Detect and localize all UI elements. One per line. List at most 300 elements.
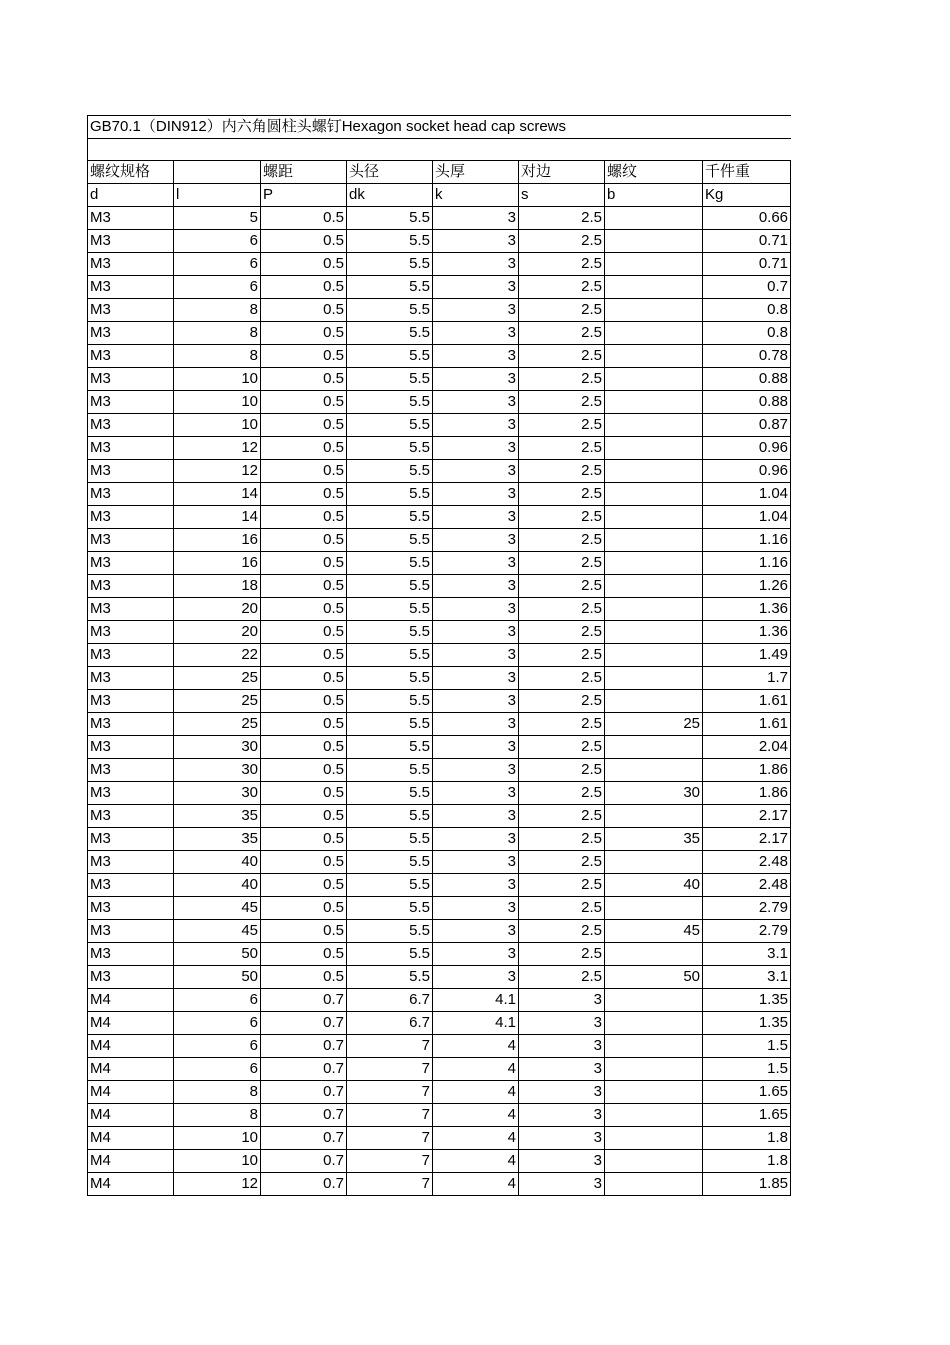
table-cell[interactable]: M3 bbox=[88, 368, 174, 391]
table-cell[interactable]: M3 bbox=[88, 575, 174, 598]
table-cell[interactable] bbox=[605, 207, 703, 230]
table-cell[interactable] bbox=[605, 276, 703, 299]
table-cell[interactable]: 6 bbox=[174, 276, 261, 299]
table-cell[interactable]: 0.5 bbox=[261, 552, 347, 575]
table-cell[interactable]: 0.5 bbox=[261, 920, 347, 943]
table-cell[interactable]: 3 bbox=[433, 897, 519, 920]
table-cell[interactable]: 5.5 bbox=[347, 552, 433, 575]
table-cell[interactable]: 2.5 bbox=[519, 897, 605, 920]
table-cell[interactable]: 5.5 bbox=[347, 598, 433, 621]
table-cell[interactable] bbox=[605, 460, 703, 483]
header-cn-cell[interactable]: 头厚 bbox=[433, 161, 519, 184]
table-cell[interactable]: M3 bbox=[88, 690, 174, 713]
table-cell[interactable] bbox=[605, 897, 703, 920]
table-cell[interactable]: 3 bbox=[433, 460, 519, 483]
table-cell[interactable]: 22 bbox=[174, 644, 261, 667]
table-cell[interactable] bbox=[605, 989, 703, 1012]
table-cell[interactable]: 30 bbox=[174, 782, 261, 805]
table-cell[interactable]: 1.8 bbox=[703, 1127, 791, 1150]
table-cell[interactable]: 0.5 bbox=[261, 575, 347, 598]
table-cell[interactable]: 5.5 bbox=[347, 897, 433, 920]
table-cell[interactable]: 3 bbox=[519, 1058, 605, 1081]
table-cell[interactable]: 1.36 bbox=[703, 598, 791, 621]
table-cell[interactable] bbox=[605, 805, 703, 828]
table-cell[interactable]: 6 bbox=[174, 1035, 261, 1058]
table-cell[interactable]: 5.5 bbox=[347, 575, 433, 598]
table-cell[interactable]: 1.5 bbox=[703, 1058, 791, 1081]
table-cell[interactable] bbox=[605, 667, 703, 690]
table-cell[interactable]: 5 bbox=[174, 207, 261, 230]
table-cell[interactable]: 3 bbox=[433, 851, 519, 874]
table-cell[interactable] bbox=[605, 1012, 703, 1035]
table-cell[interactable]: 45 bbox=[174, 920, 261, 943]
table-cell[interactable]: 1.61 bbox=[703, 690, 791, 713]
table-cell[interactable] bbox=[605, 506, 703, 529]
table-cell[interactable]: M3 bbox=[88, 966, 174, 989]
table-cell[interactable]: 0.5 bbox=[261, 759, 347, 782]
table-cell[interactable] bbox=[605, 690, 703, 713]
table-cell[interactable]: 14 bbox=[174, 483, 261, 506]
table-cell[interactable]: 8 bbox=[174, 299, 261, 322]
table-cell[interactable]: 3 bbox=[433, 805, 519, 828]
table-cell[interactable]: 2.48 bbox=[703, 851, 791, 874]
table-cell[interactable]: 2.5 bbox=[519, 713, 605, 736]
table-cell[interactable]: 0.5 bbox=[261, 897, 347, 920]
table-cell[interactable]: 0.7 bbox=[261, 1173, 347, 1196]
table-cell[interactable]: 5.5 bbox=[347, 759, 433, 782]
table-cell[interactable]: 7 bbox=[347, 1104, 433, 1127]
table-cell[interactable]: 18 bbox=[174, 575, 261, 598]
table-cell[interactable]: 3 bbox=[433, 966, 519, 989]
table-cell[interactable]: 3 bbox=[433, 690, 519, 713]
table-cell[interactable]: 5.5 bbox=[347, 713, 433, 736]
table-cell[interactable]: 5.5 bbox=[347, 299, 433, 322]
table-cell[interactable]: 5.5 bbox=[347, 276, 433, 299]
table-cell[interactable]: 7 bbox=[347, 1173, 433, 1196]
table-cell[interactable]: M3 bbox=[88, 253, 174, 276]
table-cell[interactable]: 3 bbox=[433, 667, 519, 690]
table-cell[interactable]: 0.5 bbox=[261, 460, 347, 483]
table-cell[interactable]: 5.5 bbox=[347, 920, 433, 943]
table-cell[interactable]: 3 bbox=[433, 644, 519, 667]
table-cell[interactable]: 1.8 bbox=[703, 1150, 791, 1173]
table-cell[interactable] bbox=[605, 368, 703, 391]
table-cell[interactable]: 0.7 bbox=[261, 1127, 347, 1150]
table-cell[interactable]: 35 bbox=[174, 828, 261, 851]
table-cell[interactable] bbox=[605, 575, 703, 598]
table-cell[interactable]: 5.5 bbox=[347, 690, 433, 713]
table-cell[interactable]: 0.5 bbox=[261, 644, 347, 667]
table-cell[interactable]: 16 bbox=[174, 529, 261, 552]
table-cell[interactable]: 0.5 bbox=[261, 828, 347, 851]
table-cell[interactable]: 4 bbox=[433, 1104, 519, 1127]
table-cell[interactable]: M4 bbox=[88, 1081, 174, 1104]
table-cell[interactable]: 3 bbox=[433, 943, 519, 966]
table-cell[interactable]: 2.5 bbox=[519, 230, 605, 253]
table-cell[interactable]: 0.71 bbox=[703, 230, 791, 253]
table-cell[interactable]: M3 bbox=[88, 207, 174, 230]
header-cn-cell[interactable]: 对边 bbox=[519, 161, 605, 184]
header-cn-cell[interactable]: 螺距 bbox=[261, 161, 347, 184]
table-cell[interactable]: 0.5 bbox=[261, 207, 347, 230]
table-cell[interactable]: 4 bbox=[433, 1081, 519, 1104]
table-cell[interactable]: M3 bbox=[88, 667, 174, 690]
table-cell[interactable]: 0.8 bbox=[703, 322, 791, 345]
table-cell[interactable]: 2.5 bbox=[519, 322, 605, 345]
table-cell[interactable] bbox=[605, 552, 703, 575]
table-cell[interactable]: 3 bbox=[433, 345, 519, 368]
table-cell[interactable]: 5.5 bbox=[347, 805, 433, 828]
table-cell[interactable]: 1.36 bbox=[703, 621, 791, 644]
table-cell[interactable]: M4 bbox=[88, 1104, 174, 1127]
table-cell[interactable]: 10 bbox=[174, 414, 261, 437]
table-cell[interactable]: 0.5 bbox=[261, 529, 347, 552]
table-cell[interactable]: 5.5 bbox=[347, 437, 433, 460]
header-cn-cell[interactable] bbox=[174, 161, 261, 184]
table-cell[interactable]: 0.5 bbox=[261, 276, 347, 299]
table-cell[interactable] bbox=[605, 391, 703, 414]
table-cell[interactable]: 1.35 bbox=[703, 1012, 791, 1035]
table-cell[interactable]: 2.5 bbox=[519, 391, 605, 414]
table-cell[interactable]: 0.5 bbox=[261, 391, 347, 414]
table-cell[interactable]: 3 bbox=[433, 322, 519, 345]
table-cell[interactable]: M3 bbox=[88, 414, 174, 437]
table-cell[interactable]: M3 bbox=[88, 345, 174, 368]
table-cell[interactable]: 5.5 bbox=[347, 966, 433, 989]
table-cell[interactable]: 0.87 bbox=[703, 414, 791, 437]
table-cell[interactable]: 3 bbox=[433, 414, 519, 437]
table-cell[interactable]: 2.5 bbox=[519, 851, 605, 874]
table-cell[interactable]: 2.5 bbox=[519, 437, 605, 460]
table-cell[interactable]: 1.85 bbox=[703, 1173, 791, 1196]
table-cell[interactable]: 3 bbox=[433, 299, 519, 322]
table-cell[interactable]: 30 bbox=[174, 759, 261, 782]
table-cell[interactable]: 1.35 bbox=[703, 989, 791, 1012]
table-cell[interactable]: 0.71 bbox=[703, 253, 791, 276]
table-cell[interactable]: M3 bbox=[88, 391, 174, 414]
table-cell[interactable]: 3 bbox=[433, 506, 519, 529]
table-cell[interactable]: 6 bbox=[174, 230, 261, 253]
table-cell[interactable]: 1.16 bbox=[703, 552, 791, 575]
table-cell[interactable]: 0.5 bbox=[261, 414, 347, 437]
table-cell[interactable]: 2.04 bbox=[703, 736, 791, 759]
table-cell[interactable]: M4 bbox=[88, 1012, 174, 1035]
table-cell[interactable]: 0.96 bbox=[703, 437, 791, 460]
table-cell[interactable]: 10 bbox=[174, 1127, 261, 1150]
table-cell[interactable]: 20 bbox=[174, 621, 261, 644]
table-cell[interactable]: 5.5 bbox=[347, 943, 433, 966]
table-cell[interactable]: 2.5 bbox=[519, 966, 605, 989]
table-cell[interactable] bbox=[605, 1173, 703, 1196]
table-cell[interactable]: 1.86 bbox=[703, 782, 791, 805]
table-cell[interactable]: 4 bbox=[433, 1058, 519, 1081]
table-cell[interactable]: 3 bbox=[433, 920, 519, 943]
table-cell[interactable]: 3 bbox=[433, 437, 519, 460]
table-cell[interactable]: 0.5 bbox=[261, 230, 347, 253]
table-cell[interactable]: 3 bbox=[433, 575, 519, 598]
header-symbol-cell[interactable]: b bbox=[605, 184, 703, 207]
table-cell[interactable]: M3 bbox=[88, 897, 174, 920]
table-cell[interactable]: M3 bbox=[88, 713, 174, 736]
table-cell[interactable]: M4 bbox=[88, 1035, 174, 1058]
table-cell[interactable]: 2.5 bbox=[519, 736, 605, 759]
table-cell[interactable]: M3 bbox=[88, 644, 174, 667]
table-cell[interactable]: 1.26 bbox=[703, 575, 791, 598]
table-cell[interactable]: 3 bbox=[433, 598, 519, 621]
blank-cell[interactable] bbox=[88, 139, 791, 161]
table-cell[interactable]: 6 bbox=[174, 253, 261, 276]
table-cell[interactable]: 2.5 bbox=[519, 943, 605, 966]
table-cell[interactable]: 2.5 bbox=[519, 805, 605, 828]
table-cell[interactable]: 0.5 bbox=[261, 851, 347, 874]
table-cell[interactable]: 3 bbox=[519, 1081, 605, 1104]
table-cell[interactable]: 0.7 bbox=[261, 1104, 347, 1127]
table-cell[interactable]: 5.5 bbox=[347, 621, 433, 644]
table-cell[interactable]: 8 bbox=[174, 345, 261, 368]
table-cell[interactable]: 0.7 bbox=[703, 276, 791, 299]
table-cell[interactable]: 6.7 bbox=[347, 989, 433, 1012]
table-cell[interactable]: 0.88 bbox=[703, 391, 791, 414]
table-cell[interactable]: 3 bbox=[433, 828, 519, 851]
table-cell[interactable]: 3 bbox=[433, 230, 519, 253]
table-cell[interactable]: 25 bbox=[174, 690, 261, 713]
table-cell[interactable]: 3 bbox=[519, 1035, 605, 1058]
table-cell[interactable]: 0.5 bbox=[261, 805, 347, 828]
table-cell[interactable]: 3 bbox=[519, 1012, 605, 1035]
table-cell[interactable]: M3 bbox=[88, 437, 174, 460]
table-cell[interactable]: 1.49 bbox=[703, 644, 791, 667]
table-cell[interactable]: 3 bbox=[433, 736, 519, 759]
table-cell[interactable]: 2.5 bbox=[519, 414, 605, 437]
table-cell[interactable]: 1.61 bbox=[703, 713, 791, 736]
table-cell[interactable]: 7 bbox=[347, 1150, 433, 1173]
table-cell[interactable]: 0.5 bbox=[261, 506, 347, 529]
table-cell[interactable] bbox=[605, 1127, 703, 1150]
table-cell[interactable]: 5.5 bbox=[347, 874, 433, 897]
header-symbol-cell[interactable]: dk bbox=[347, 184, 433, 207]
table-cell[interactable]: M4 bbox=[88, 1173, 174, 1196]
table-cell[interactable]: 2.5 bbox=[519, 667, 605, 690]
table-cell[interactable] bbox=[605, 1058, 703, 1081]
table-cell[interactable]: 5.5 bbox=[347, 529, 433, 552]
table-cell[interactable]: 10 bbox=[174, 1150, 261, 1173]
header-symbol-cell[interactable]: k bbox=[433, 184, 519, 207]
table-cell[interactable]: M4 bbox=[88, 989, 174, 1012]
table-cell[interactable]: 2.5 bbox=[519, 575, 605, 598]
table-cell[interactable]: 0.66 bbox=[703, 207, 791, 230]
table-cell[interactable]: 14 bbox=[174, 506, 261, 529]
table-cell[interactable]: 5.5 bbox=[347, 828, 433, 851]
table-cell[interactable] bbox=[605, 1081, 703, 1104]
table-cell[interactable]: 2.5 bbox=[519, 368, 605, 391]
table-cell[interactable]: M3 bbox=[88, 920, 174, 943]
table-cell[interactable]: 1.65 bbox=[703, 1104, 791, 1127]
table-cell[interactable] bbox=[605, 1150, 703, 1173]
table-cell[interactable]: 5.5 bbox=[347, 368, 433, 391]
table-cell[interactable]: 2.5 bbox=[519, 345, 605, 368]
table-cell[interactable]: M3 bbox=[88, 598, 174, 621]
table-cell[interactable]: M3 bbox=[88, 759, 174, 782]
table-cell[interactable]: 2.5 bbox=[519, 621, 605, 644]
table-cell[interactable]: M3 bbox=[88, 483, 174, 506]
table-cell[interactable]: 7 bbox=[347, 1035, 433, 1058]
table-cell[interactable]: 5.5 bbox=[347, 345, 433, 368]
table-cell[interactable]: 0.5 bbox=[261, 299, 347, 322]
table-cell[interactable]: M3 bbox=[88, 736, 174, 759]
table-cell[interactable]: 8 bbox=[174, 1081, 261, 1104]
table-cell[interactable]: 30 bbox=[174, 736, 261, 759]
table-cell[interactable]: 0.5 bbox=[261, 782, 347, 805]
table-cell[interactable]: 5.5 bbox=[347, 851, 433, 874]
table-cell[interactable]: 0.78 bbox=[703, 345, 791, 368]
table-cell[interactable]: 0.5 bbox=[261, 690, 347, 713]
table-cell[interactable]: 40 bbox=[174, 874, 261, 897]
table-cell[interactable]: 2.79 bbox=[703, 920, 791, 943]
table-cell[interactable]: 0.7 bbox=[261, 1012, 347, 1035]
table-cell[interactable]: 4.1 bbox=[433, 1012, 519, 1035]
table-cell[interactable]: 0.7 bbox=[261, 1150, 347, 1173]
table-cell[interactable]: 5.5 bbox=[347, 207, 433, 230]
table-cell[interactable]: M4 bbox=[88, 1058, 174, 1081]
table-cell[interactable]: 50 bbox=[174, 943, 261, 966]
table-cell[interactable]: 5.5 bbox=[347, 506, 433, 529]
table-cell[interactable]: 6 bbox=[174, 989, 261, 1012]
header-symbol-cell[interactable]: P bbox=[261, 184, 347, 207]
table-cell[interactable]: 0.5 bbox=[261, 345, 347, 368]
table-cell[interactable]: 3 bbox=[433, 782, 519, 805]
table-cell[interactable]: 16 bbox=[174, 552, 261, 575]
table-cell[interactable]: 3 bbox=[519, 1127, 605, 1150]
table-cell[interactable]: 4 bbox=[433, 1035, 519, 1058]
table-cell[interactable]: 7 bbox=[347, 1081, 433, 1104]
table-cell[interactable]: 1.86 bbox=[703, 759, 791, 782]
table-cell[interactable]: 3 bbox=[433, 253, 519, 276]
table-cell[interactable]: 2.17 bbox=[703, 805, 791, 828]
table-cell[interactable] bbox=[605, 483, 703, 506]
table-cell[interactable] bbox=[605, 759, 703, 782]
table-cell[interactable]: M3 bbox=[88, 552, 174, 575]
table-cell[interactable]: 0.7 bbox=[261, 1081, 347, 1104]
table-cell[interactable]: 0.7 bbox=[261, 1035, 347, 1058]
table-cell[interactable]: 35 bbox=[605, 828, 703, 851]
header-symbol-cell[interactable]: Kg bbox=[703, 184, 791, 207]
table-cell[interactable] bbox=[605, 851, 703, 874]
table-cell[interactable]: 3 bbox=[519, 1104, 605, 1127]
table-cell[interactable] bbox=[605, 1035, 703, 1058]
table-cell[interactable] bbox=[605, 644, 703, 667]
table-cell[interactable]: 0.5 bbox=[261, 943, 347, 966]
table-cell[interactable] bbox=[605, 299, 703, 322]
table-cell[interactable]: 2.5 bbox=[519, 207, 605, 230]
table-cell[interactable]: 1.5 bbox=[703, 1035, 791, 1058]
table-cell[interactable]: 45 bbox=[605, 920, 703, 943]
table-cell[interactable]: 8 bbox=[174, 322, 261, 345]
table-cell[interactable]: 6 bbox=[174, 1058, 261, 1081]
table-cell[interactable]: 0.5 bbox=[261, 368, 347, 391]
table-cell[interactable]: 5.5 bbox=[347, 322, 433, 345]
table-cell[interactable]: 6.7 bbox=[347, 1012, 433, 1035]
table-cell[interactable]: M3 bbox=[88, 299, 174, 322]
table-cell[interactable]: 1.7 bbox=[703, 667, 791, 690]
table-cell[interactable]: 7 bbox=[347, 1127, 433, 1150]
table-cell[interactable] bbox=[605, 736, 703, 759]
table-cell[interactable]: 0.5 bbox=[261, 598, 347, 621]
header-cn-cell[interactable]: 千件重 bbox=[703, 161, 791, 184]
table-cell[interactable]: 35 bbox=[174, 805, 261, 828]
table-cell[interactable]: 3 bbox=[433, 874, 519, 897]
table-cell[interactable]: 12 bbox=[174, 437, 261, 460]
header-cn-cell[interactable]: 螺纹 bbox=[605, 161, 703, 184]
table-cell[interactable]: 2.5 bbox=[519, 460, 605, 483]
table-cell[interactable] bbox=[605, 437, 703, 460]
table-cell[interactable]: 5.5 bbox=[347, 483, 433, 506]
table-cell[interactable]: 25 bbox=[605, 713, 703, 736]
table-cell[interactable]: M3 bbox=[88, 322, 174, 345]
table-cell[interactable]: 2.5 bbox=[519, 644, 605, 667]
table-cell[interactable]: M3 bbox=[88, 805, 174, 828]
header-symbol-cell[interactable]: l bbox=[174, 184, 261, 207]
table-cell[interactable]: 1.04 bbox=[703, 506, 791, 529]
table-cell[interactable]: 4 bbox=[433, 1127, 519, 1150]
table-cell[interactable]: 2.5 bbox=[519, 598, 605, 621]
table-cell[interactable]: 0.5 bbox=[261, 874, 347, 897]
table-cell[interactable]: 2.5 bbox=[519, 276, 605, 299]
table-cell[interactable]: 4 bbox=[433, 1150, 519, 1173]
table-cell[interactable]: 3 bbox=[433, 276, 519, 299]
table-cell[interactable]: 2.5 bbox=[519, 874, 605, 897]
table-cell[interactable]: 0.5 bbox=[261, 667, 347, 690]
table-cell[interactable]: 2.5 bbox=[519, 483, 605, 506]
table-cell[interactable]: M3 bbox=[88, 851, 174, 874]
table-cell[interactable]: 1.65 bbox=[703, 1081, 791, 1104]
table-cell[interactable]: 7 bbox=[347, 1058, 433, 1081]
table-cell[interactable]: 50 bbox=[174, 966, 261, 989]
table-cell[interactable]: 40 bbox=[174, 851, 261, 874]
table-cell[interactable]: 2.5 bbox=[519, 920, 605, 943]
table-cell[interactable] bbox=[605, 1104, 703, 1127]
table-cell[interactable]: 8 bbox=[174, 1104, 261, 1127]
table-cell[interactable]: 3 bbox=[433, 529, 519, 552]
table-cell[interactable]: 12 bbox=[174, 1173, 261, 1196]
table-cell[interactable]: 0.7 bbox=[261, 989, 347, 1012]
table-cell[interactable]: M3 bbox=[88, 874, 174, 897]
table-cell[interactable]: 10 bbox=[174, 368, 261, 391]
table-cell[interactable]: 5.5 bbox=[347, 782, 433, 805]
table-cell[interactable]: 2.5 bbox=[519, 253, 605, 276]
table-cell[interactable]: M3 bbox=[88, 828, 174, 851]
table-cell[interactable]: 0.5 bbox=[261, 736, 347, 759]
table-cell[interactable]: 2.5 bbox=[519, 529, 605, 552]
table-cell[interactable] bbox=[605, 529, 703, 552]
table-cell[interactable]: 2.17 bbox=[703, 828, 791, 851]
table-cell[interactable]: 2.5 bbox=[519, 690, 605, 713]
table-cell[interactable]: M3 bbox=[88, 621, 174, 644]
table-cell[interactable]: 40 bbox=[605, 874, 703, 897]
table-cell[interactable]: 3 bbox=[433, 621, 519, 644]
table-cell[interactable]: 3 bbox=[519, 989, 605, 1012]
table-cell[interactable] bbox=[605, 598, 703, 621]
table-cell[interactable]: 3 bbox=[433, 207, 519, 230]
table-cell[interactable]: 5.5 bbox=[347, 460, 433, 483]
table-cell[interactable] bbox=[605, 345, 703, 368]
table-cell[interactable]: M3 bbox=[88, 230, 174, 253]
table-cell[interactable]: 45 bbox=[174, 897, 261, 920]
table-cell[interactable]: M3 bbox=[88, 276, 174, 299]
header-symbol-cell[interactable]: d bbox=[88, 184, 174, 207]
table-cell[interactable]: 25 bbox=[174, 713, 261, 736]
table-cell[interactable]: 5.5 bbox=[347, 253, 433, 276]
table-cell[interactable] bbox=[605, 230, 703, 253]
